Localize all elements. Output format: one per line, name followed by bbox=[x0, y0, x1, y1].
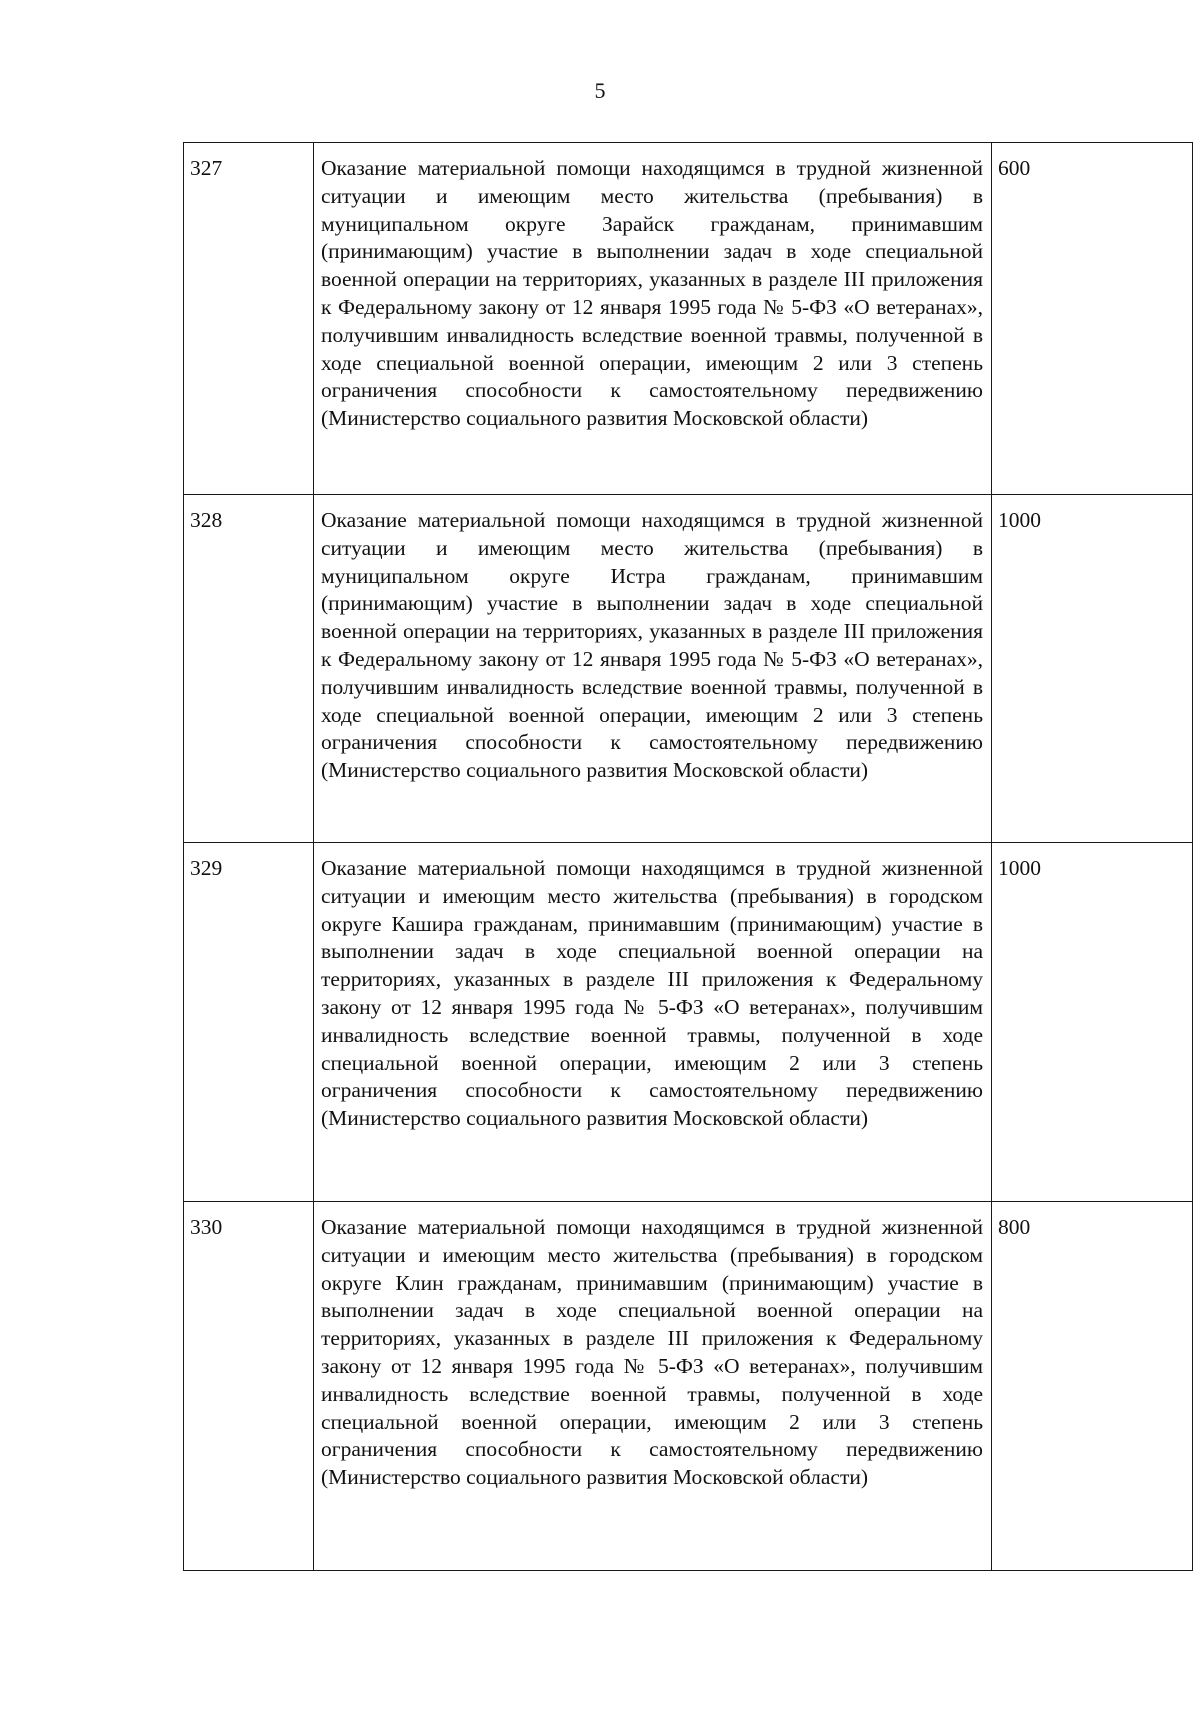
row-number-cell: 328 bbox=[184, 495, 314, 843]
table-row bbox=[184, 495, 1193, 843]
row-amount-cell: 600 bbox=[992, 143, 1193, 495]
row-number-cell: 330 bbox=[184, 1202, 314, 1571]
row-amount-cell: 800 bbox=[992, 1202, 1193, 1571]
allocation-table bbox=[183, 142, 1193, 1571]
row-number-cell: 327 bbox=[184, 143, 314, 495]
table-row bbox=[184, 1202, 1193, 1571]
row-number-cell: 329 bbox=[184, 843, 314, 1202]
table-row bbox=[184, 843, 1193, 1202]
table-row bbox=[184, 143, 1193, 495]
row-amount-cell: 1000 bbox=[992, 495, 1193, 843]
page-number: 5 bbox=[594, 78, 606, 103]
row-amount-cell: 1000 bbox=[992, 843, 1193, 1202]
row-description-cell: Оказание материальной помощи находящимся в трудной жизненной ситуации и имеющим место жительства (пребывания) в городском округе Кашира гражданам, принимавшим (принимающим) участие в выполнении задач в ходе специальной военной операции на территориях, указанных в разделе III приложения к Федеральному закону от 12 января 1995 года № 5-ФЗ «О ветеранах», получившим инвалидность вследствие военной травмы, полученной в ходе специальной военной операции, имеющим 2 или 3 степень ограничения способности к самостоятельному передвижению (Министерство социального развития Московской области) bbox=[314, 843, 992, 1202]
row-description-cell: Оказание материальной помощи находящимся в трудной жизненной ситуации и имеющим место жительства (пребывания) в муниципальном округе Зарайск гражданам, принимавшим (принимающим) участие в выполнении задач в ходе специальной военной операции на территориях, указанных в разделе III приложения к Федеральному закону от 12 января 1995 года № 5-ФЗ «О ветеранах», получившим инвалидность вследствие военной травмы, полученной в ходе специальной военной операции, имеющим 2 или 3 степень ограничения способности к самостоятельному передвижению (Министерство социального развития Московской области) bbox=[314, 143, 992, 495]
row-description-cell: Оказание материальной помощи находящимся в трудной жизненной ситуации и имеющим место жительства (пребывания) в городском округе Клин гражданам, принимавшим (принимающим) участие в выполнении задач в ходе специальной военной операции на территориях, указанных в разделе III приложения к Федеральному закону от 12 января 1995 года № 5-ФЗ «О ветеранах», получившим инвалидность вследствие военной травмы, полученной в ходе специальной военной операции, имеющим 2 или 3 степень ограничения способности к самостоятельному передвижению (Министерство социального развития Московской области) bbox=[314, 1202, 992, 1571]
row-description-cell: Оказание материальной помощи находящимся в трудной жизненной ситуации и имеющим место жительства (пребывания) в муниципальном округе Истра гражданам, принимавшим (принимающим) участие в выполнении задач в ходе специальной военной операции на территориях, указанных в разделе III приложения к Федеральному закону от 12 января 1995 года № 5-ФЗ «О ветеранах», получившим инвалидность вследствие военной травмы, полученной в ходе специальной военной операции, имеющим 2 или 3 степень ограничения способности к самостоятельному передвижению (Министерство социального развития Московской области) bbox=[314, 495, 992, 843]
